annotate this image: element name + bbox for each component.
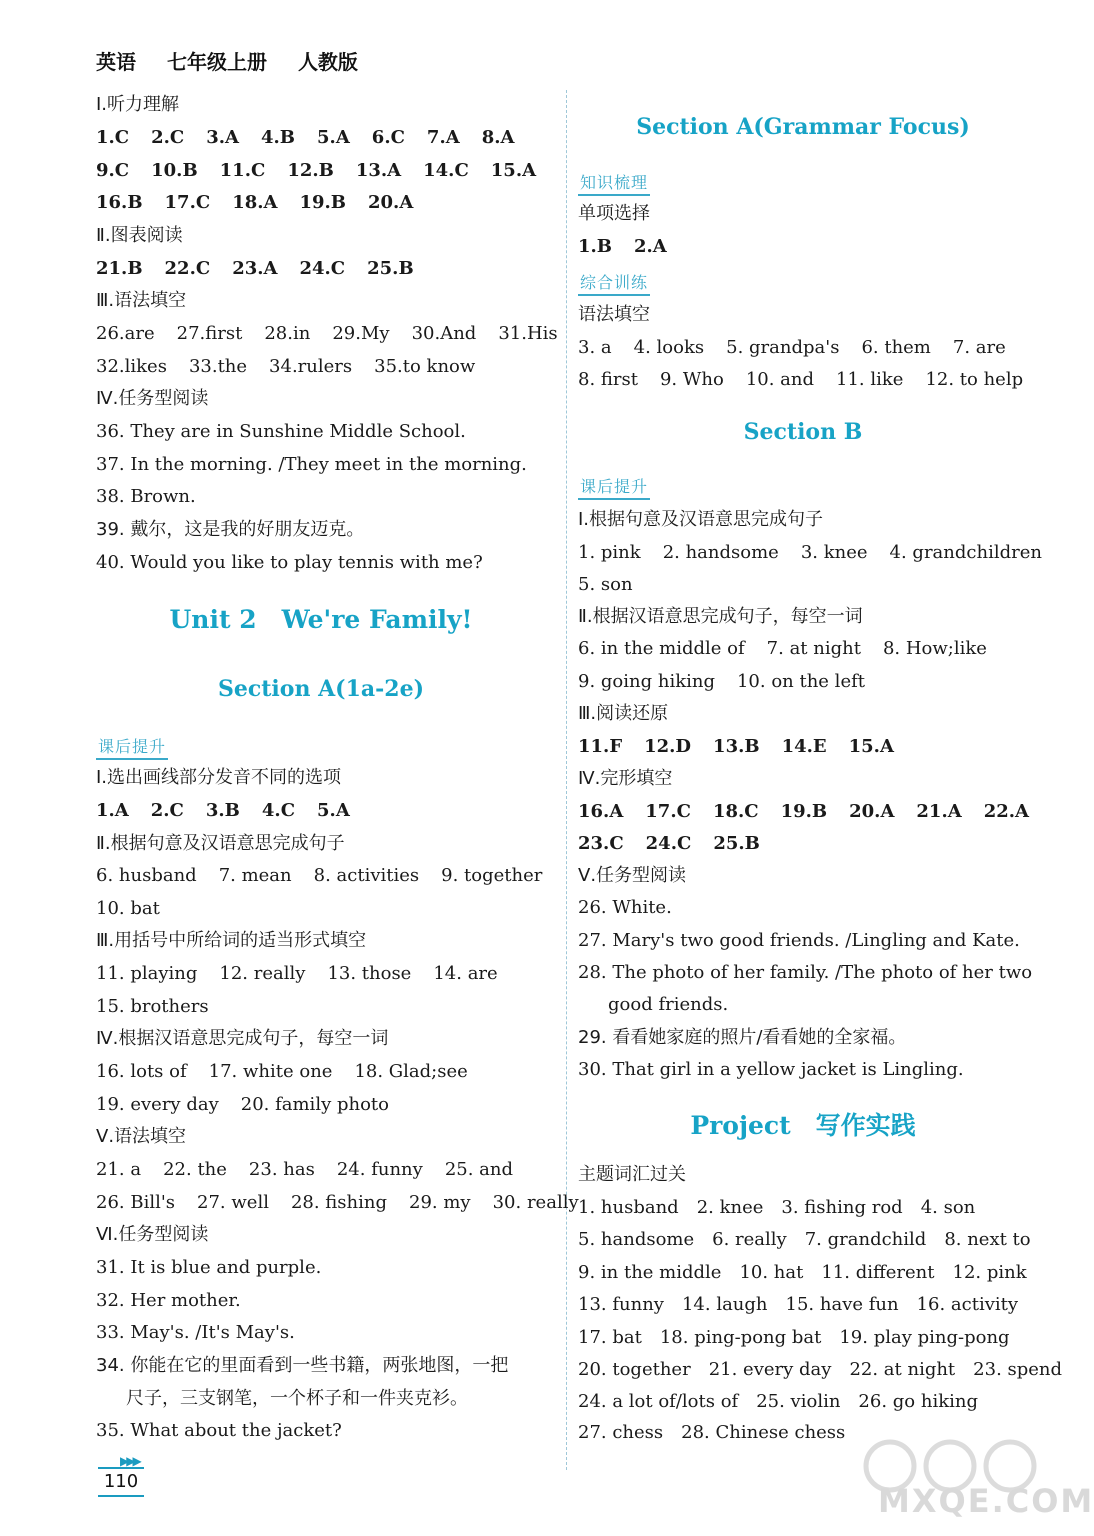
- sentence-answer: 40. Would you like to play tennis with me?: [96, 552, 483, 573]
- question-heading: Ⅲ.阅读还原: [578, 703, 669, 724]
- answer-item: 33.the: [188, 356, 248, 377]
- answer-item: 26.are: [96, 323, 155, 344]
- answer-item: 22.A: [983, 801, 1029, 822]
- answer-item: 12. pink: [952, 1262, 1027, 1283]
- answer-item: 11. like: [836, 369, 904, 390]
- section-title: Section B: [743, 419, 863, 445]
- answer-item: 17.C: [645, 801, 691, 822]
- answer-item: 18.C: [712, 801, 759, 822]
- answer-item: 13. those: [327, 963, 412, 984]
- answer-item: 22. at night: [849, 1359, 956, 1380]
- answer-item: 6. in the middle of: [578, 638, 745, 659]
- answer-row: [578, 540, 1042, 566]
- answer-item: 2. handsome: [662, 542, 779, 563]
- answer-item: 25. violin: [756, 1391, 841, 1412]
- answer-item: 19.B: [780, 801, 828, 822]
- part-heading: Ⅱ.图表阅读: [96, 225, 183, 246]
- answer-item: 7. are: [952, 337, 1006, 358]
- sentence-answer: 26. White.: [578, 897, 672, 918]
- answer-row: 15. brothers: [96, 996, 209, 1017]
- sentence-answer: 37. In the morning. /They meet in the morning.: [96, 454, 527, 475]
- answer-item: 23. has: [248, 1159, 315, 1180]
- answer-item: 25.B: [367, 258, 414, 279]
- answer-item: 2. knee: [696, 1197, 764, 1218]
- section-title: Section A(1a-2e): [217, 676, 424, 702]
- answer-item: 11. playing: [96, 963, 198, 984]
- answer-item: 32.likes: [96, 356, 167, 377]
- answer-row: [578, 636, 987, 662]
- answer-item: 8.A: [481, 127, 515, 148]
- answer-item: 7. grandchild: [804, 1229, 927, 1250]
- answer-item: 16. lots of: [96, 1061, 187, 1082]
- answer-item: 3.B: [205, 800, 240, 821]
- answer-item: 7. at night: [766, 638, 861, 659]
- answer-item: 16.A: [578, 801, 624, 822]
- question-heading: Ⅱ.根据句意及汉语意思完成句子: [96, 833, 345, 854]
- question-heading: Ⅳ.根据汉语意思完成句子，每空一词: [96, 1028, 389, 1049]
- arrow-decoration-icon: ▶▶▶: [120, 1454, 139, 1468]
- answer-item: 15.A: [848, 736, 894, 757]
- answer-item: 19.B: [299, 192, 346, 213]
- question-heading: Ⅵ.任务型阅读: [96, 1224, 209, 1245]
- answer-item: 8. next to: [944, 1229, 1031, 1250]
- sentence-answer: 32. Her mother.: [96, 1290, 241, 1311]
- answer-item: 2.C: [151, 127, 185, 148]
- answer-row: [96, 1190, 579, 1216]
- answer-item: 10.B: [151, 160, 198, 181]
- section-title: Section A(Grammar Focus): [636, 114, 970, 140]
- answer-item: 20. together: [578, 1359, 691, 1380]
- answer-item: 14.C: [423, 160, 469, 181]
- answer-item: 6. really: [712, 1229, 787, 1250]
- answer-item: 27. chess: [578, 1422, 664, 1443]
- answer-row: [96, 961, 498, 987]
- answer-item: 29.My: [332, 323, 390, 344]
- section-tag: 知识梳理: [578, 170, 650, 196]
- answer-item: 3. a: [578, 337, 612, 358]
- answer-item: 21.A: [916, 801, 962, 822]
- question-heading: Ⅰ.选出画线部分发音不同的选项: [96, 767, 342, 788]
- part-heading: Ⅳ.任务型阅读: [96, 388, 209, 409]
- sentence-answer: 39. 戴尔，这是我的好朋友迈克。: [96, 519, 365, 540]
- unit-title: Unit 2 We're Family!: [169, 605, 473, 634]
- answer-row: [578, 831, 760, 857]
- answer-item: 22. the: [163, 1159, 227, 1180]
- part-heading: Ⅰ.听力理解: [96, 94, 180, 115]
- answer-item: 19. play ping-pong: [839, 1327, 1010, 1348]
- answer-item: 10. hat: [739, 1262, 804, 1283]
- answer-item: 5.A: [317, 800, 350, 821]
- answer-item: 6. husband: [96, 865, 197, 886]
- answer-item: 17.C: [164, 192, 211, 213]
- section-tag: 课后提升: [578, 474, 650, 500]
- sentence-answer-continued: good friends.: [608, 994, 729, 1015]
- answer-item: 14. laugh: [681, 1294, 768, 1315]
- question-heading: 单项选择: [578, 203, 650, 224]
- sentence-answer: 36. They are in Sunshine Middle School.: [96, 421, 466, 442]
- answer-item: 30. really: [492, 1192, 579, 1213]
- answer-item: 26. Bill's: [96, 1192, 176, 1213]
- answer-item: 24. funny: [336, 1159, 423, 1180]
- sentence-answer: 33. May's. /It's May's.: [96, 1322, 295, 1343]
- answer-item: 4. looks: [633, 337, 705, 358]
- answer-item: 28. Chinese chess: [681, 1422, 846, 1443]
- answer-item: 13.A: [355, 160, 402, 181]
- answer-item: 12.D: [644, 736, 692, 757]
- answer-row: [96, 354, 475, 380]
- answer-row: [96, 863, 542, 889]
- answer-item: 8. activities: [313, 865, 420, 886]
- answer-item: 5.A: [317, 127, 350, 148]
- vocab-row: [578, 1420, 845, 1446]
- answer-item: 20. family photo: [240, 1094, 389, 1115]
- answer-row: [96, 158, 536, 184]
- answer-row: [96, 190, 413, 216]
- answer-row: 10. bat: [96, 898, 160, 919]
- question-heading: Ⅰ.根据句意及汉语意思完成句子: [578, 509, 824, 530]
- answer-item: 1.C: [96, 127, 130, 148]
- column-divider: [566, 90, 567, 1470]
- answer-row: [578, 799, 1029, 825]
- answer-item: 3. fishing rod: [781, 1197, 903, 1218]
- answer-item: 27.first: [176, 323, 243, 344]
- sentence-answer: 34. 你能在它的里面看到一些书籍，两张地图，一把: [96, 1355, 509, 1376]
- sentence-answer: 27. Mary's two good friends. /Lingling and Kate.: [578, 930, 1020, 951]
- answer-item: 29. my: [409, 1192, 471, 1213]
- answer-item: 9. going hiking: [578, 671, 715, 692]
- answer-item: 11. different: [821, 1262, 935, 1283]
- header-grade: 七年级上册: [166, 50, 267, 74]
- sentence-answer: 30. That girl in a yellow jacket is Lingling.: [578, 1059, 964, 1080]
- answer-item: 31.His: [498, 323, 558, 344]
- answer-item: 3.A: [206, 127, 240, 148]
- answer-row: [578, 734, 894, 760]
- answer-item: 8. first: [578, 369, 638, 390]
- answer-item: 10. on the left: [736, 671, 865, 692]
- answer-item: 23. spend: [973, 1359, 1063, 1380]
- answer-item: 23.C: [578, 833, 624, 854]
- answer-row: [96, 798, 350, 824]
- answer-item: 12. to help: [925, 369, 1024, 390]
- header-subject: 英语: [96, 50, 136, 74]
- sentence-answer-continued: 尺子，三支钢笔，一个杯子和一件夹克衫。: [126, 1388, 468, 1409]
- answer-item: 34.rulers: [269, 356, 353, 377]
- vocab-row: [578, 1292, 1018, 1318]
- answer-item: 16. activity: [916, 1294, 1019, 1315]
- answer-item: 7.A: [426, 127, 460, 148]
- answer-item: 25. and: [444, 1159, 514, 1180]
- answer-item: 23.A: [232, 258, 278, 279]
- answer-row: [578, 335, 1006, 361]
- answer-item: 21. every day: [708, 1359, 832, 1380]
- watermark: [860, 1436, 1094, 1526]
- vocab-row: [578, 1195, 975, 1221]
- answer-item: 26. go hiking: [858, 1391, 978, 1412]
- sentence-answer: 29. 看看她家庭的照片/看看她的全家福。: [578, 1027, 907, 1048]
- answer-item: 6. them: [861, 337, 931, 358]
- answer-item: 4.B: [261, 127, 296, 148]
- answer-item: 1. pink: [578, 542, 641, 563]
- project-title: Project 写作实践: [690, 1111, 916, 1140]
- answer-row: [96, 1059, 468, 1085]
- question-heading: Ⅳ.完形填空: [578, 768, 673, 789]
- answer-item: 18.A: [232, 192, 278, 213]
- answer-item: 22.C: [164, 258, 211, 279]
- answer-row: [96, 1092, 389, 1118]
- answer-item: 12. really: [219, 963, 306, 984]
- question-heading: Ⅴ.任务型阅读: [578, 865, 687, 886]
- answer-row: [96, 256, 414, 282]
- answer-item: 24.C: [645, 833, 692, 854]
- answer-item: 15. have fun: [785, 1294, 899, 1315]
- section-tag: 综合训练: [578, 270, 650, 296]
- sentence-answer: 38. Brown.: [96, 486, 196, 507]
- part-heading: Ⅲ.语法填空: [96, 290, 187, 311]
- answer-item: 11.C: [219, 160, 266, 181]
- answer-item: 25.B: [713, 833, 760, 854]
- answer-row: [96, 321, 558, 347]
- answer-item: 6.C: [371, 127, 405, 148]
- sentence-answer: 28. The photo of her family. /The photo of her two: [578, 962, 1033, 983]
- question-heading: Ⅱ.根据汉语意思完成句子，每空一词: [578, 606, 863, 627]
- answer-item: 7. mean: [218, 865, 292, 886]
- vocab-row: [578, 1227, 1031, 1253]
- section-tag: 课后提升: [96, 734, 168, 760]
- answer-item: 5. handsome: [578, 1229, 695, 1250]
- vocab-row: [578, 1325, 1010, 1351]
- answer-item: 9. together: [441, 865, 543, 886]
- answer-item: 28. fishing: [290, 1192, 388, 1213]
- answer-item: 28.in: [264, 323, 311, 344]
- answer-item: 27. well: [197, 1192, 269, 1213]
- vocab-row: [578, 1389, 978, 1415]
- question-heading: 主题词汇过关: [578, 1164, 686, 1185]
- answer-item: 24. a lot of/lots of: [578, 1391, 739, 1412]
- answer-row: [578, 367, 1023, 393]
- answer-item: 21.B: [96, 258, 143, 279]
- page-number: 110: [98, 1467, 144, 1497]
- page-header: [96, 46, 382, 75]
- answer-item: 13.B: [713, 736, 760, 757]
- answer-item: 8. How;like: [882, 638, 987, 659]
- answer-item: 11.F: [578, 736, 623, 757]
- answer-item: 16.B: [96, 192, 143, 213]
- answer-item: 4. son: [920, 1197, 976, 1218]
- answer-item: 1. husband: [578, 1197, 679, 1218]
- question-heading: Ⅲ.用括号中所给词的适当形式填空: [96, 930, 367, 951]
- answer-item: 19. every day: [96, 1094, 219, 1115]
- answer-row: 5. son: [578, 574, 633, 595]
- answer-item: 15.A: [490, 160, 537, 181]
- answer-item: 17. bat: [578, 1327, 642, 1348]
- header-edition: 人教版: [297, 50, 358, 74]
- answer-row: [578, 234, 667, 260]
- answer-item: 10. and: [745, 369, 815, 390]
- answer-item: 4.C: [261, 800, 296, 821]
- answer-item: 17. white one: [208, 1061, 333, 1082]
- answer-item: 14. are: [433, 963, 498, 984]
- answer-item: 21. a: [96, 1159, 142, 1180]
- answer-item: 24.C: [299, 258, 346, 279]
- answer-item: 1.A: [96, 800, 129, 821]
- question-heading: Ⅴ.语法填空: [96, 1126, 187, 1147]
- answer-item: 9. Who: [659, 369, 724, 390]
- answer-item: 14.E: [781, 736, 827, 757]
- answer-item: 5. grandpa's: [726, 337, 840, 358]
- answer-item: 9.C: [96, 160, 130, 181]
- answer-item: 18. ping-pong bat: [659, 1327, 822, 1348]
- answer-item: 1.B: [578, 236, 613, 257]
- sentence-answer: 31. It is blue and purple.: [96, 1257, 322, 1278]
- answer-item: 20.A: [368, 192, 414, 213]
- answer-item: 12.B: [287, 160, 334, 181]
- answer-item: 13. funny: [578, 1294, 664, 1315]
- answer-row: [96, 1157, 513, 1183]
- vocab-row: [578, 1357, 1062, 1383]
- sentence-answer: 35. What about the jacket?: [96, 1420, 342, 1441]
- answer-row: [96, 125, 514, 151]
- answer-item: 18. Glad;see: [354, 1061, 468, 1082]
- answer-item: 4. grandchildren: [889, 542, 1042, 563]
- answer-item: 2.C: [150, 800, 184, 821]
- answer-item: 2.A: [634, 236, 667, 257]
- answer-item: 30.And: [411, 323, 477, 344]
- watermark-text: MXQE.COM: [878, 1482, 1094, 1520]
- answer-item: 9. in the middle: [578, 1262, 722, 1283]
- question-heading: 语法填空: [578, 304, 650, 325]
- answer-row: [578, 669, 865, 695]
- answer-item: 3. knee: [800, 542, 868, 563]
- answer-item: 35.to know: [374, 356, 476, 377]
- vocab-row: [578, 1260, 1027, 1286]
- answer-item: 20.A: [849, 801, 895, 822]
